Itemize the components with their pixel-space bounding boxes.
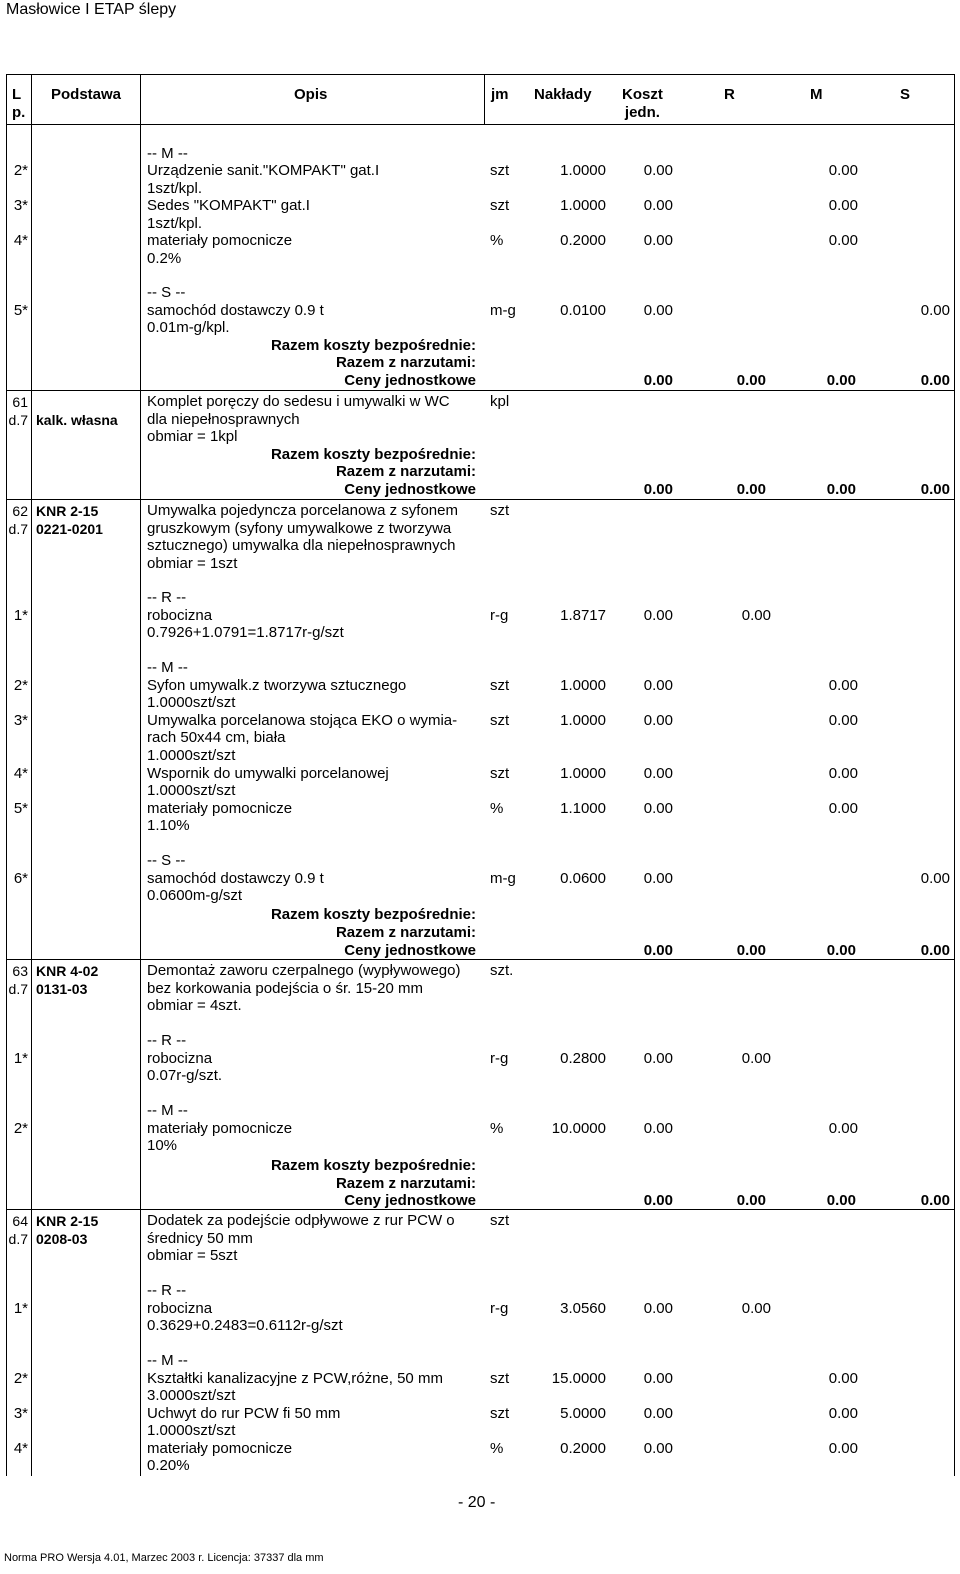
row-podstawa: kalk. własna xyxy=(36,412,118,428)
unit-price-s: 0.00 xyxy=(920,481,950,498)
footer-license: Norma PRO Wersja 4.01, Marzec 2003 r. Licencja: 37337 dla mm xyxy=(4,1552,324,1564)
row-jm: szt xyxy=(490,1370,510,1387)
row-lp: 3* xyxy=(13,712,28,729)
row-opis: 0.0600m-g/szt xyxy=(147,887,243,904)
unit-price-m: 0.00 xyxy=(826,942,856,959)
row-naklady: 0.0600 xyxy=(560,870,606,887)
unit-price-m: 0.00 xyxy=(826,481,856,498)
row-koszt: 0.00 xyxy=(643,677,673,694)
row-lp: 61 xyxy=(12,394,28,410)
row-koszt: 0.00 xyxy=(643,870,673,887)
row-opis: 10% xyxy=(147,1137,178,1154)
row-naklady: 10.0000 xyxy=(551,1120,606,1137)
unit-price-label: Ceny jednostkowe xyxy=(344,481,476,498)
row-opis: -- R -- xyxy=(147,1282,187,1299)
row-opis: -- R -- xyxy=(147,589,187,606)
row-lp: 1* xyxy=(13,1300,28,1317)
page-number: - 20 - xyxy=(458,1494,496,1511)
row-koszt: 0.00 xyxy=(643,607,673,624)
row-koszt: 0.00 xyxy=(643,1370,673,1387)
row-opis: Uchwyt do rur PCW fi 50 mm xyxy=(147,1405,341,1422)
row-naklady: 1.0000 xyxy=(560,765,606,782)
header-naklady: Nakłady xyxy=(534,86,592,103)
row-s: 0.00 xyxy=(920,870,950,887)
row-opis: 0.01m-g/kpl. xyxy=(147,319,230,336)
row-koszt: 0.00 xyxy=(643,232,673,249)
header-r: R xyxy=(724,86,735,103)
row-naklady: 5.0000 xyxy=(560,1405,606,1422)
row-opis: obmiar = 1szt xyxy=(147,555,238,572)
row-koszt: 0.00 xyxy=(643,1120,673,1137)
row-lp: 6* xyxy=(13,870,28,887)
unit-price-s: 0.00 xyxy=(920,942,950,959)
unit-price-label: Ceny jednostkowe xyxy=(344,942,476,959)
row-podstawa: KNR 2-15 xyxy=(36,1213,99,1229)
row-podstawa: KNR 4-02 xyxy=(36,963,99,979)
unit-price-s: 0.00 xyxy=(920,372,950,389)
row-koszt: 0.00 xyxy=(643,800,673,817)
row-opis: 1.0000szt/szt xyxy=(147,747,236,764)
row-opis: samochód dostawczy 0.9 t xyxy=(147,870,324,887)
row-jm: szt xyxy=(490,1405,510,1422)
row-opis: 1.10% xyxy=(147,817,190,834)
row-opis: materiały pomocnicze xyxy=(147,232,293,249)
row-r: 0.00 xyxy=(741,607,771,624)
row-opis: obmiar = 4szt. xyxy=(147,997,242,1014)
row-opis: -- M -- xyxy=(147,1352,188,1369)
row-lp: 4* xyxy=(13,232,28,249)
row-koszt: 0.00 xyxy=(643,712,673,729)
row-lp: 4* xyxy=(13,1440,28,1457)
row-opis: 3.0000szt/szt xyxy=(147,1387,236,1404)
row-podstawa: 0208-03 xyxy=(36,1231,88,1247)
row-opis: 1szt/kpl. xyxy=(147,180,203,197)
row-opis: materiały pomocnicze xyxy=(147,1120,293,1137)
unit-price-m: 0.00 xyxy=(826,1192,856,1209)
row-m: 0.00 xyxy=(828,1440,858,1457)
row-opis: Demontaż zaworu czerpalnego (wypływowego) xyxy=(147,962,461,979)
row-opis: -- R -- xyxy=(147,1032,187,1049)
markup-label: Razem z narzutami: xyxy=(335,1175,476,1192)
row-jm: r-g xyxy=(490,1050,509,1067)
row-opis: gruszkowym (syfony umywalkowe z tworzywa xyxy=(147,520,452,537)
row-opis: Komplet poręczy do sedesu i umywalki w WC xyxy=(147,393,450,410)
row-opis: rach 50x44 cm, biała xyxy=(147,729,286,746)
header-koszt: Koszt jedn. xyxy=(622,86,663,121)
row-jm: szt xyxy=(490,502,510,519)
subtotal-label: Razem koszty bezpośrednie: xyxy=(270,906,476,923)
unit-price-r: 0.00 xyxy=(736,481,766,498)
unit-price-koszt: 0.00 xyxy=(643,942,673,959)
unit-price-koszt: 0.00 xyxy=(643,481,673,498)
row-lp: d.7 xyxy=(8,412,28,428)
row-lp: 5* xyxy=(13,302,28,319)
row-opis: -- M -- xyxy=(147,659,188,676)
row-naklady: 1.8717 xyxy=(560,607,606,624)
row-m: 0.00 xyxy=(828,197,858,214)
row-jm: szt xyxy=(490,677,510,694)
unit-price-koszt: 0.00 xyxy=(643,372,673,389)
row-lp: 2* xyxy=(13,677,28,694)
row-jm: r-g xyxy=(490,607,509,624)
row-opis: obmiar = 1kpl xyxy=(147,428,238,445)
row-opis: -- M -- xyxy=(147,1102,188,1119)
row-jm: szt xyxy=(490,1212,510,1229)
row-opis: 0.20% xyxy=(147,1457,190,1474)
subtotal-label: Razem koszty bezpośrednie: xyxy=(270,1157,476,1174)
row-opis: sztucznego) umywalka dla niepełnosprawnych xyxy=(147,537,456,554)
row-opis: średnicy 50 mm xyxy=(147,1230,253,1247)
row-naklady: 1.1000 xyxy=(560,800,606,817)
row-opis: obmiar = 5szt xyxy=(147,1247,238,1264)
row-jm: szt. xyxy=(490,962,514,979)
row-opis: materiały pomocnicze xyxy=(147,800,293,817)
row-lp: 2* xyxy=(13,1120,28,1137)
row-lp: 1* xyxy=(13,1050,28,1067)
row-lp: 5* xyxy=(13,800,28,817)
row-naklady: 1.0000 xyxy=(560,162,606,179)
row-koszt: 0.00 xyxy=(643,162,673,179)
row-s: 0.00 xyxy=(920,302,950,319)
row-m: 0.00 xyxy=(828,712,858,729)
subtotal-label: Razem koszty bezpośrednie: xyxy=(270,337,476,354)
row-opis: 1.0000szt/szt xyxy=(147,694,236,711)
row-podstawa: 0221-0201 xyxy=(36,521,103,537)
row-m: 0.00 xyxy=(828,162,858,179)
unit-price-label: Ceny jednostkowe xyxy=(344,372,476,389)
row-opis: 0.2% xyxy=(147,250,182,267)
row-jm: szt xyxy=(490,765,510,782)
row-opis: bez korkowania podejścia o śr. 15-20 mm xyxy=(147,980,423,997)
row-opis: 0.7926+1.0791=1.8717r-g/szt xyxy=(147,624,344,641)
row-jm: szt xyxy=(490,197,510,214)
row-lp: d.7 xyxy=(8,521,28,537)
row-naklady: 1.0000 xyxy=(560,197,606,214)
row-opis: 0.07r-g/szt. xyxy=(147,1067,223,1084)
row-naklady: 0.2800 xyxy=(560,1050,606,1067)
row-opis: Syfon umywalk.z tworzywa sztucznego xyxy=(147,677,407,694)
unit-price-r: 0.00 xyxy=(736,372,766,389)
row-jm: szt xyxy=(490,162,510,179)
row-m: 0.00 xyxy=(828,677,858,694)
row-m: 0.00 xyxy=(828,232,858,249)
header-podstawa: Podstawa xyxy=(51,86,122,103)
row-naklady: 0.0100 xyxy=(560,302,606,319)
row-naklady: 1.0000 xyxy=(560,677,606,694)
row-lp: d.7 xyxy=(8,1231,28,1247)
row-lp: d.7 xyxy=(8,981,28,997)
row-jm: m-g xyxy=(490,870,516,887)
row-opis: Umywalka pojedyncza porcelanowa z syfonem xyxy=(147,502,458,519)
row-koszt: 0.00 xyxy=(643,1300,673,1317)
header-opis: Opis xyxy=(294,86,328,103)
document-title: Masłowice I ETAP ślepy xyxy=(6,1,177,18)
row-lp: 3* xyxy=(13,1405,28,1422)
row-opis: robocizna xyxy=(147,1300,213,1317)
header-m: M xyxy=(810,86,823,103)
row-podstawa: KNR 2-15 xyxy=(36,503,99,519)
row-lp: 63 xyxy=(12,963,28,979)
row-m: 0.00 xyxy=(828,1370,858,1387)
row-opis: 1szt/kpl. xyxy=(147,215,203,232)
row-opis: dla niepełnosprawnych xyxy=(147,411,300,428)
header-lp: L p. xyxy=(12,86,26,121)
row-opis: -- M -- xyxy=(147,145,188,162)
row-jm: szt xyxy=(490,712,510,729)
row-jm: % xyxy=(490,1120,504,1137)
row-m: 0.00 xyxy=(828,1405,858,1422)
row-m: 0.00 xyxy=(828,765,858,782)
row-r: 0.00 xyxy=(741,1050,771,1067)
row-lp: 2* xyxy=(13,1370,28,1387)
row-opis: robocizna xyxy=(147,1050,213,1067)
row-jm: % xyxy=(490,800,504,817)
row-koszt: 0.00 xyxy=(643,302,673,319)
markup-label: Razem z narzutami: xyxy=(335,463,476,480)
row-jm: m-g xyxy=(490,302,516,319)
row-jm: % xyxy=(490,1440,504,1457)
unit-price-s: 0.00 xyxy=(920,1192,950,1209)
row-opis: Dodatek za podejście odpływowe z rur PCW o xyxy=(147,1212,455,1229)
row-opis: 1.0000szt/szt xyxy=(147,1422,236,1439)
row-naklady: 0.2000 xyxy=(560,1440,606,1457)
row-koszt: 0.00 xyxy=(643,1405,673,1422)
row-lp: 4* xyxy=(13,765,28,782)
row-opis: Wspornik do umywalki porcelanowej xyxy=(147,765,389,782)
row-naklady: 1.0000 xyxy=(560,712,606,729)
row-koszt: 0.00 xyxy=(643,1440,673,1457)
row-opis: Kształtki kanalizacyjne z PCW,różne, 50 mm xyxy=(147,1370,443,1387)
row-jm: r-g xyxy=(490,1300,509,1317)
unit-price-koszt: 0.00 xyxy=(643,1192,673,1209)
row-naklady: 0.2000 xyxy=(560,232,606,249)
header-jm: jm xyxy=(491,86,509,103)
row-opis: materiały pomocnicze xyxy=(147,1440,293,1457)
row-koszt: 0.00 xyxy=(643,1050,673,1067)
row-jm: kpl xyxy=(490,393,510,410)
unit-price-r: 0.00 xyxy=(736,1192,766,1209)
subtotal-label: Razem koszty bezpośrednie: xyxy=(270,446,476,463)
row-opis: samochód dostawczy 0.9 t xyxy=(147,302,324,319)
row-lp: 2* xyxy=(13,162,28,179)
row-lp: 64 xyxy=(12,1213,28,1229)
row-m: 0.00 xyxy=(828,800,858,817)
markup-label: Razem z narzutami: xyxy=(335,354,476,371)
row-opis: robocizna xyxy=(147,607,213,624)
unit-price-label: Ceny jednostkowe xyxy=(344,1192,476,1209)
unit-price-m: 0.00 xyxy=(826,372,856,389)
row-naklady: 3.0560 xyxy=(560,1300,606,1317)
row-opis: -- S -- xyxy=(147,852,186,869)
row-naklady: 15.0000 xyxy=(551,1370,606,1387)
row-opis: -- S -- xyxy=(147,284,186,301)
row-opis: Urządzenie sanit."KOMPAKT" gat.I xyxy=(147,162,380,179)
row-lp: 62 xyxy=(12,503,28,519)
row-podstawa: 0131-03 xyxy=(36,981,88,997)
row-m: 0.00 xyxy=(828,1120,858,1137)
row-lp: 1* xyxy=(13,607,28,624)
header-s: S xyxy=(900,86,911,103)
row-r: 0.00 xyxy=(741,1300,771,1317)
row-opis: Sedes "KOMPAKT" gat.I xyxy=(147,197,310,214)
row-opis: 0.3629+0.2483=0.6112r-g/szt xyxy=(147,1317,343,1334)
row-koszt: 0.00 xyxy=(643,765,673,782)
row-koszt: 0.00 xyxy=(643,197,673,214)
row-lp: 3* xyxy=(13,197,28,214)
unit-price-r: 0.00 xyxy=(736,942,766,959)
row-opis: Umywalka porcelanowa stojąca EKO o wymia- xyxy=(147,712,458,729)
row-opis: 1.0000szt/szt xyxy=(147,782,236,799)
markup-label: Razem z narzutami: xyxy=(335,924,476,941)
row-jm: % xyxy=(490,232,504,249)
